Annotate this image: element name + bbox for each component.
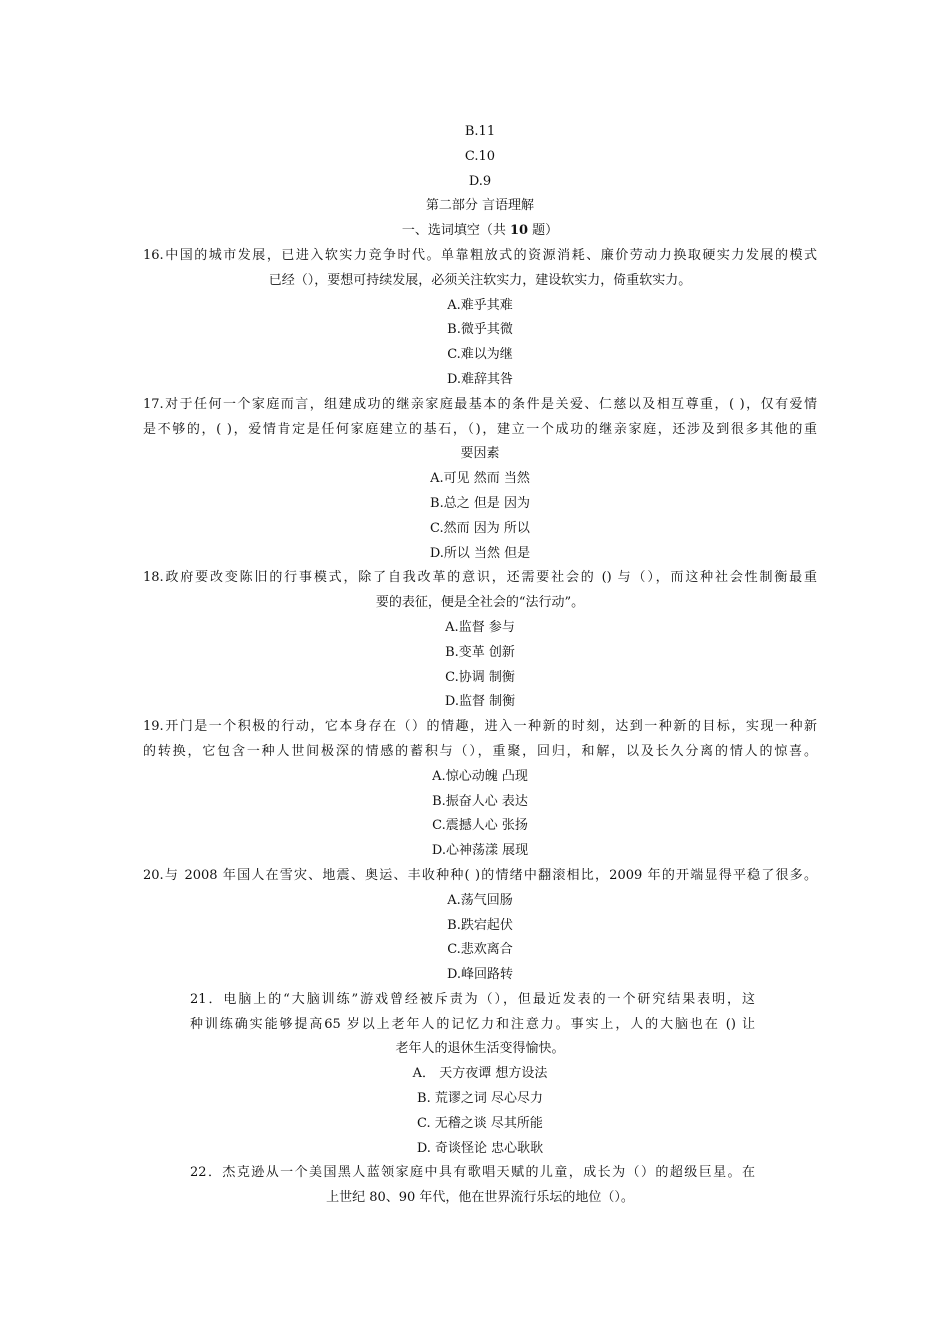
option-line: B.跌宕起伏: [447, 917, 513, 933]
option-line: D. 奇谈怪论 忠心耿耿: [416, 1140, 544, 1156]
option-line: B.振奋人心 表达: [432, 793, 528, 809]
option-line: D.难辞其咎: [446, 371, 514, 387]
option-line: B.变革 创新: [445, 644, 515, 660]
option-line: C.10: [464, 148, 496, 164]
option-line: C.然而 因为 所以: [430, 520, 530, 536]
subsection-prefix: 一、选词填空（共: [401, 223, 510, 239]
option-line: D.峰回路转: [446, 967, 514, 983]
option-line: C.悲欢离合: [447, 942, 513, 958]
subsection-count: 10: [509, 223, 529, 239]
subsection-title: [143, 219, 817, 244]
question-17-text: 是不够的，( )，爱情肯定是任何家庭建立的基石，（)，建立一个成功的继亲家庭，还涉及到很多其他的重: [143, 421, 817, 437]
option-line: A.惊心动魄 凸现: [432, 768, 528, 784]
question-16-text: 16.中国的城市发展，已进入软实力竞争时代。单靠粗放式的资源消耗、廉价劳动力换取硬实力发展的模式: [143, 247, 817, 263]
question-19-text: 的转换，它包含一种人世间极深的情感的蓄积与（），重聚，回归，和解，以及长久分离的情人的惊喜。: [143, 743, 817, 759]
question-18-text: 要的表征，便是全社会的“法行动”。: [375, 595, 585, 611]
question-21-text: 老年人的退休生活变得愉快。: [395, 1041, 565, 1057]
subsection-suffix: 题）: [528, 223, 559, 239]
question-22-text: 22．杰克逊从一个美国黑人蓝领家庭中具有歌唱天赋的儿童，成长为（）的超级巨星。在: [190, 1165, 755, 1181]
option-line: A.荡气回肠: [447, 892, 513, 908]
question-19-text: 19.开门是一个积极的行动，它本身存在（）的情趣，进入一种新的时刻，达到一种新的目标，实现一种新: [143, 719, 817, 735]
option-line: D.心神荡漾 展现: [431, 843, 529, 859]
question-22-text: 上世纪 80、90 年代，他在世界流行乐坛的地位（）。: [326, 1190, 634, 1206]
option-line: B.微乎其微: [447, 322, 513, 338]
option-line: D.监督 制衡: [444, 694, 516, 710]
document-page: [143, 120, 817, 1211]
option-line: C.难以为继: [447, 347, 513, 363]
option-line: B. 荒谬之词 尽心尽力: [417, 1091, 543, 1107]
option-line: D.所以 当然 但是: [429, 545, 531, 561]
option-line: C.协调 制衡: [445, 669, 515, 685]
question-21-text: 21．电脑上的“大脑训练”游戏曾经被斥责为（），但最近发表的一个研究结果表明，这: [190, 991, 755, 1007]
option-line: A.监督 参与: [445, 619, 515, 635]
option-line: A.可见 然而 当然: [430, 471, 530, 487]
question-20-text: 20.与 2008 年国人在雪灾、地震、奥运、丰收种种( )的情绪中翻滚相比，2009 年的开端显得平稳了很多。: [143, 867, 817, 883]
question-16-text: 已经（），要想可持续发展，必须关注软实力，建设软实力，倚重软实力。: [268, 272, 692, 288]
option-line: A． 天方夜谭 想方设法: [412, 1066, 548, 1082]
section-title: 第二部分 言语理解: [425, 198, 535, 214]
question-18-text: 18.政府要改变陈旧的行事模式，除了自我改革的意识，还需要社会的 () 与（），而这种社会性制衡最重: [143, 570, 817, 586]
question-17-text: 要因素: [460, 446, 500, 462]
option-line: A.难乎其难: [447, 297, 513, 313]
question-21-text: 种训练确实能够提高65 岁以上老年人的记忆力和注意力。事实上，人的大脑也在 () 让: [190, 1016, 755, 1032]
option-line: B.总之 但是 因为: [430, 495, 530, 511]
option-line: D.9: [468, 173, 492, 189]
question-17-text: 17.对于任何一个家庭而言，组建成功的继亲家庭最基本的条件是关爱、仁慈以及相互尊重，( )，仅有爱情: [143, 396, 817, 412]
option-line: C. 无稽之谈 尽其所能: [417, 1115, 543, 1131]
option-line: B.11: [464, 124, 496, 139]
option-line: C.震撼人心 张扬: [432, 818, 528, 834]
